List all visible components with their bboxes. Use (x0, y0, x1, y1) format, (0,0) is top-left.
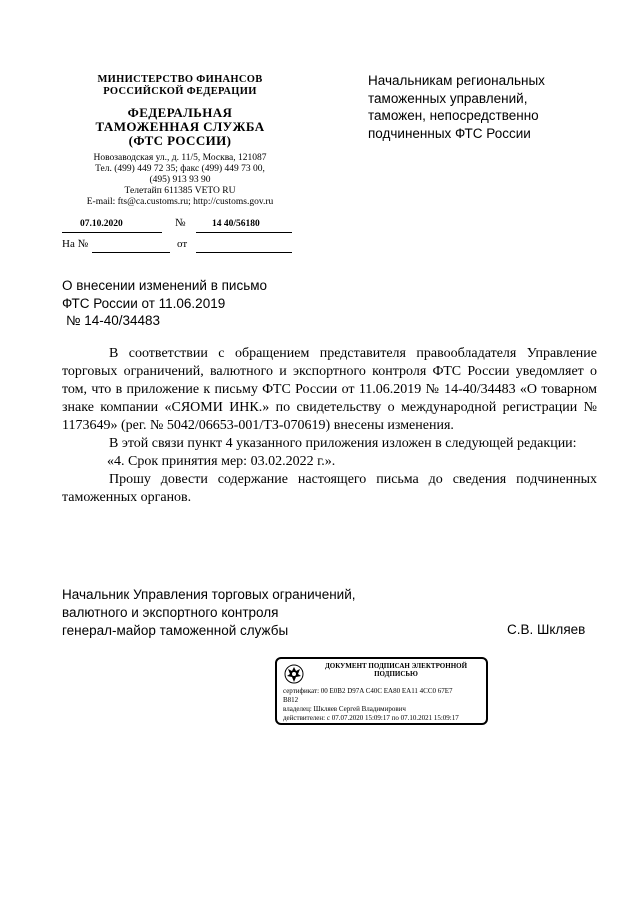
service-name (62, 106, 298, 148)
service-line: ТАМОЖЕННАЯ СЛУЖБА (95, 119, 265, 134)
reference-underline (92, 252, 170, 253)
ministry-line: РОССИЙСКОЙ ФЕДЕРАЦИИ (103, 86, 257, 97)
position-line: Начальник Управления торговых ограничений, (62, 587, 356, 602)
service-line: (ФТС РОССИИ) (128, 133, 232, 148)
recipient-line: подчиненных ФТС России (368, 125, 531, 141)
certificate-line: B812 (283, 696, 299, 704)
date-underline (62, 232, 162, 233)
ministry-line: МИНИСТЕРСТВО ФИНАНСОВ (97, 74, 263, 85)
body-paragraph: В соответствии с обращением представителя правообладателя Управление торговых ограничений, валютного и экспортного контроля ФТС России уведомляет о том, что в приложение к письму ФТС России от 11.06.2019 № 14-40/34483 «О товарном знаке компании «СЯОМИ ИНК.» по свидетельству о международной регистрации № 1173649» (рег. № 5042/06653-001/ТЗ-070619) внесены изменения. (62, 346, 597, 433)
stamp-details (283, 687, 483, 723)
subject-line: О внесении изменений в письмо (62, 278, 268, 293)
number-underline (196, 232, 292, 233)
letter-body (62, 345, 597, 507)
document-number: 14 40/56180 (212, 219, 260, 229)
address-line: Новозаводская ул., д. 11/5, Москва, 121087 (93, 153, 267, 163)
phone-line-2: (495) 913 93 90 (149, 175, 211, 185)
teletype-line: Телетайп 611385 VETO RU (124, 186, 236, 196)
signer-position (62, 586, 356, 640)
subject-line: № 14-40/34483 (66, 313, 161, 328)
service-line: ФЕДЕРАЛЬНАЯ (127, 105, 233, 120)
stamp-title-line: ПОДПИСЬЮ (374, 670, 418, 678)
ministry-name (62, 74, 298, 98)
signer-name: С.В. Шкляев (507, 622, 586, 637)
body-quote: «4. Срок принятия мер: 03.02.2022 г.». (107, 454, 336, 469)
recipient-line: таможен, непосредственно (368, 108, 539, 123)
body-paragraph: В этой связи пункт 4 указанного приложения изложен в следующей редакции: (109, 436, 577, 451)
recipient-line: таможенных управлений, (368, 90, 528, 106)
recipient-line: Начальникам региональных (368, 73, 545, 88)
eagle-emblem-icon (283, 663, 305, 685)
certificate-line: сертификат: 00 E0B2 D97A C40C EA80 EA11 4CC0 67E7 (283, 687, 453, 695)
position-line: валютного и экспортного контроля (62, 605, 279, 620)
from-underline (196, 252, 292, 253)
reference-label: На № (62, 238, 89, 250)
contact-block (62, 153, 298, 208)
electronic-signature-stamp (275, 657, 488, 725)
subject-line: ФТС России от 11.06.2019 (62, 295, 226, 311)
email-line: E-mail: fts@ca.customs.ru; http://customs.gov.ru (86, 197, 274, 207)
phone-line: Тел. (499) 449 72 35; факс (499) 449 73 00, (95, 164, 265, 174)
stamp-title (311, 662, 481, 678)
from-label: от (177, 238, 188, 250)
position-line: генерал-майор таможенной службы (62, 623, 289, 638)
document-date: 07.10.2020 (80, 219, 123, 229)
stamp-title-line: ДОКУМЕНТ ПОДПИСАН ЭЛЕКТРОННОЙ (324, 662, 468, 670)
validity-line: действителен: с 07.07.2020 15:09:17 по 07.10.2021 15:09:17 (283, 714, 459, 722)
number-label: № (175, 217, 186, 229)
recipient-block (368, 72, 618, 142)
body-paragraph: Прошу довести содержание настоящего письма до сведения подчиненных таможенных органов. (62, 472, 597, 505)
owner-line: владелец: Шкляев Сергей Владимирович (283, 705, 406, 713)
subject-block (62, 277, 362, 330)
